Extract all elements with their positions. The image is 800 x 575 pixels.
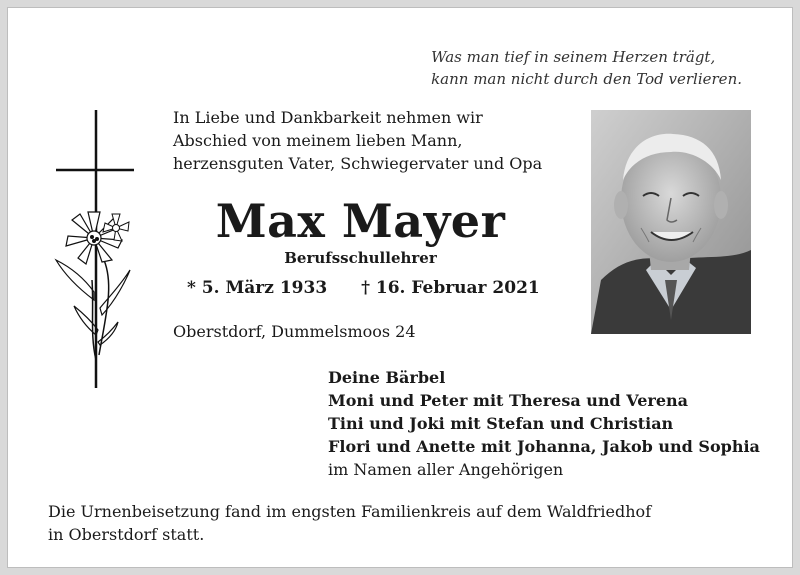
motto-line-1: Was man tief in seinem Herzen trägt,	[431, 48, 716, 66]
portrait-photo	[591, 110, 751, 334]
burial-notice-line-2: in Oberstdorf statt.	[48, 525, 205, 544]
intro-text	[173, 106, 542, 175]
family-line-5: im Namen aller Angehörigen	[328, 460, 564, 479]
family-line-1: Deine Bärbel	[328, 368, 446, 387]
deceased-name: Max Mayer	[215, 194, 506, 248]
family-line-4: Flori und Anette mit Johanna, Jakob und Sophia	[328, 437, 760, 456]
life-dates	[173, 278, 548, 298]
cross-with-edelweiss-icon	[44, 110, 144, 395]
intro-line-3: herzensguten Vater, Schwiegervater und Opa	[173, 154, 543, 173]
family-line-2: Moni und Peter mit Theresa und Verena	[328, 391, 689, 410]
intro-line-2: Abschied von meinem lieben Mann,	[173, 131, 463, 150]
intro-line-1: In Liebe und Dankbarkeit nehmen wir	[173, 108, 483, 127]
address: Oberstdorf, Dummelsmoos 24	[173, 322, 416, 341]
family-line-3: Tini und Joki mit Stefan und Christian	[328, 414, 674, 433]
motto-line-2: kann man nicht durch den Tod verlieren.	[431, 70, 742, 88]
motto-quote	[431, 46, 742, 90]
burial-notice	[48, 500, 651, 546]
deceased-profession: Berufsschullehrer	[284, 249, 437, 267]
family-signatures	[328, 366, 760, 481]
death-date: † 16. Februar 2021	[361, 278, 540, 298]
obituary-frame	[7, 7, 793, 568]
birth-date: * 5. März 1933	[187, 278, 328, 298]
burial-notice-line-1: Die Urnenbeisetzung fand im engsten Familienkreis auf dem Waldfriedhof	[48, 502, 652, 521]
